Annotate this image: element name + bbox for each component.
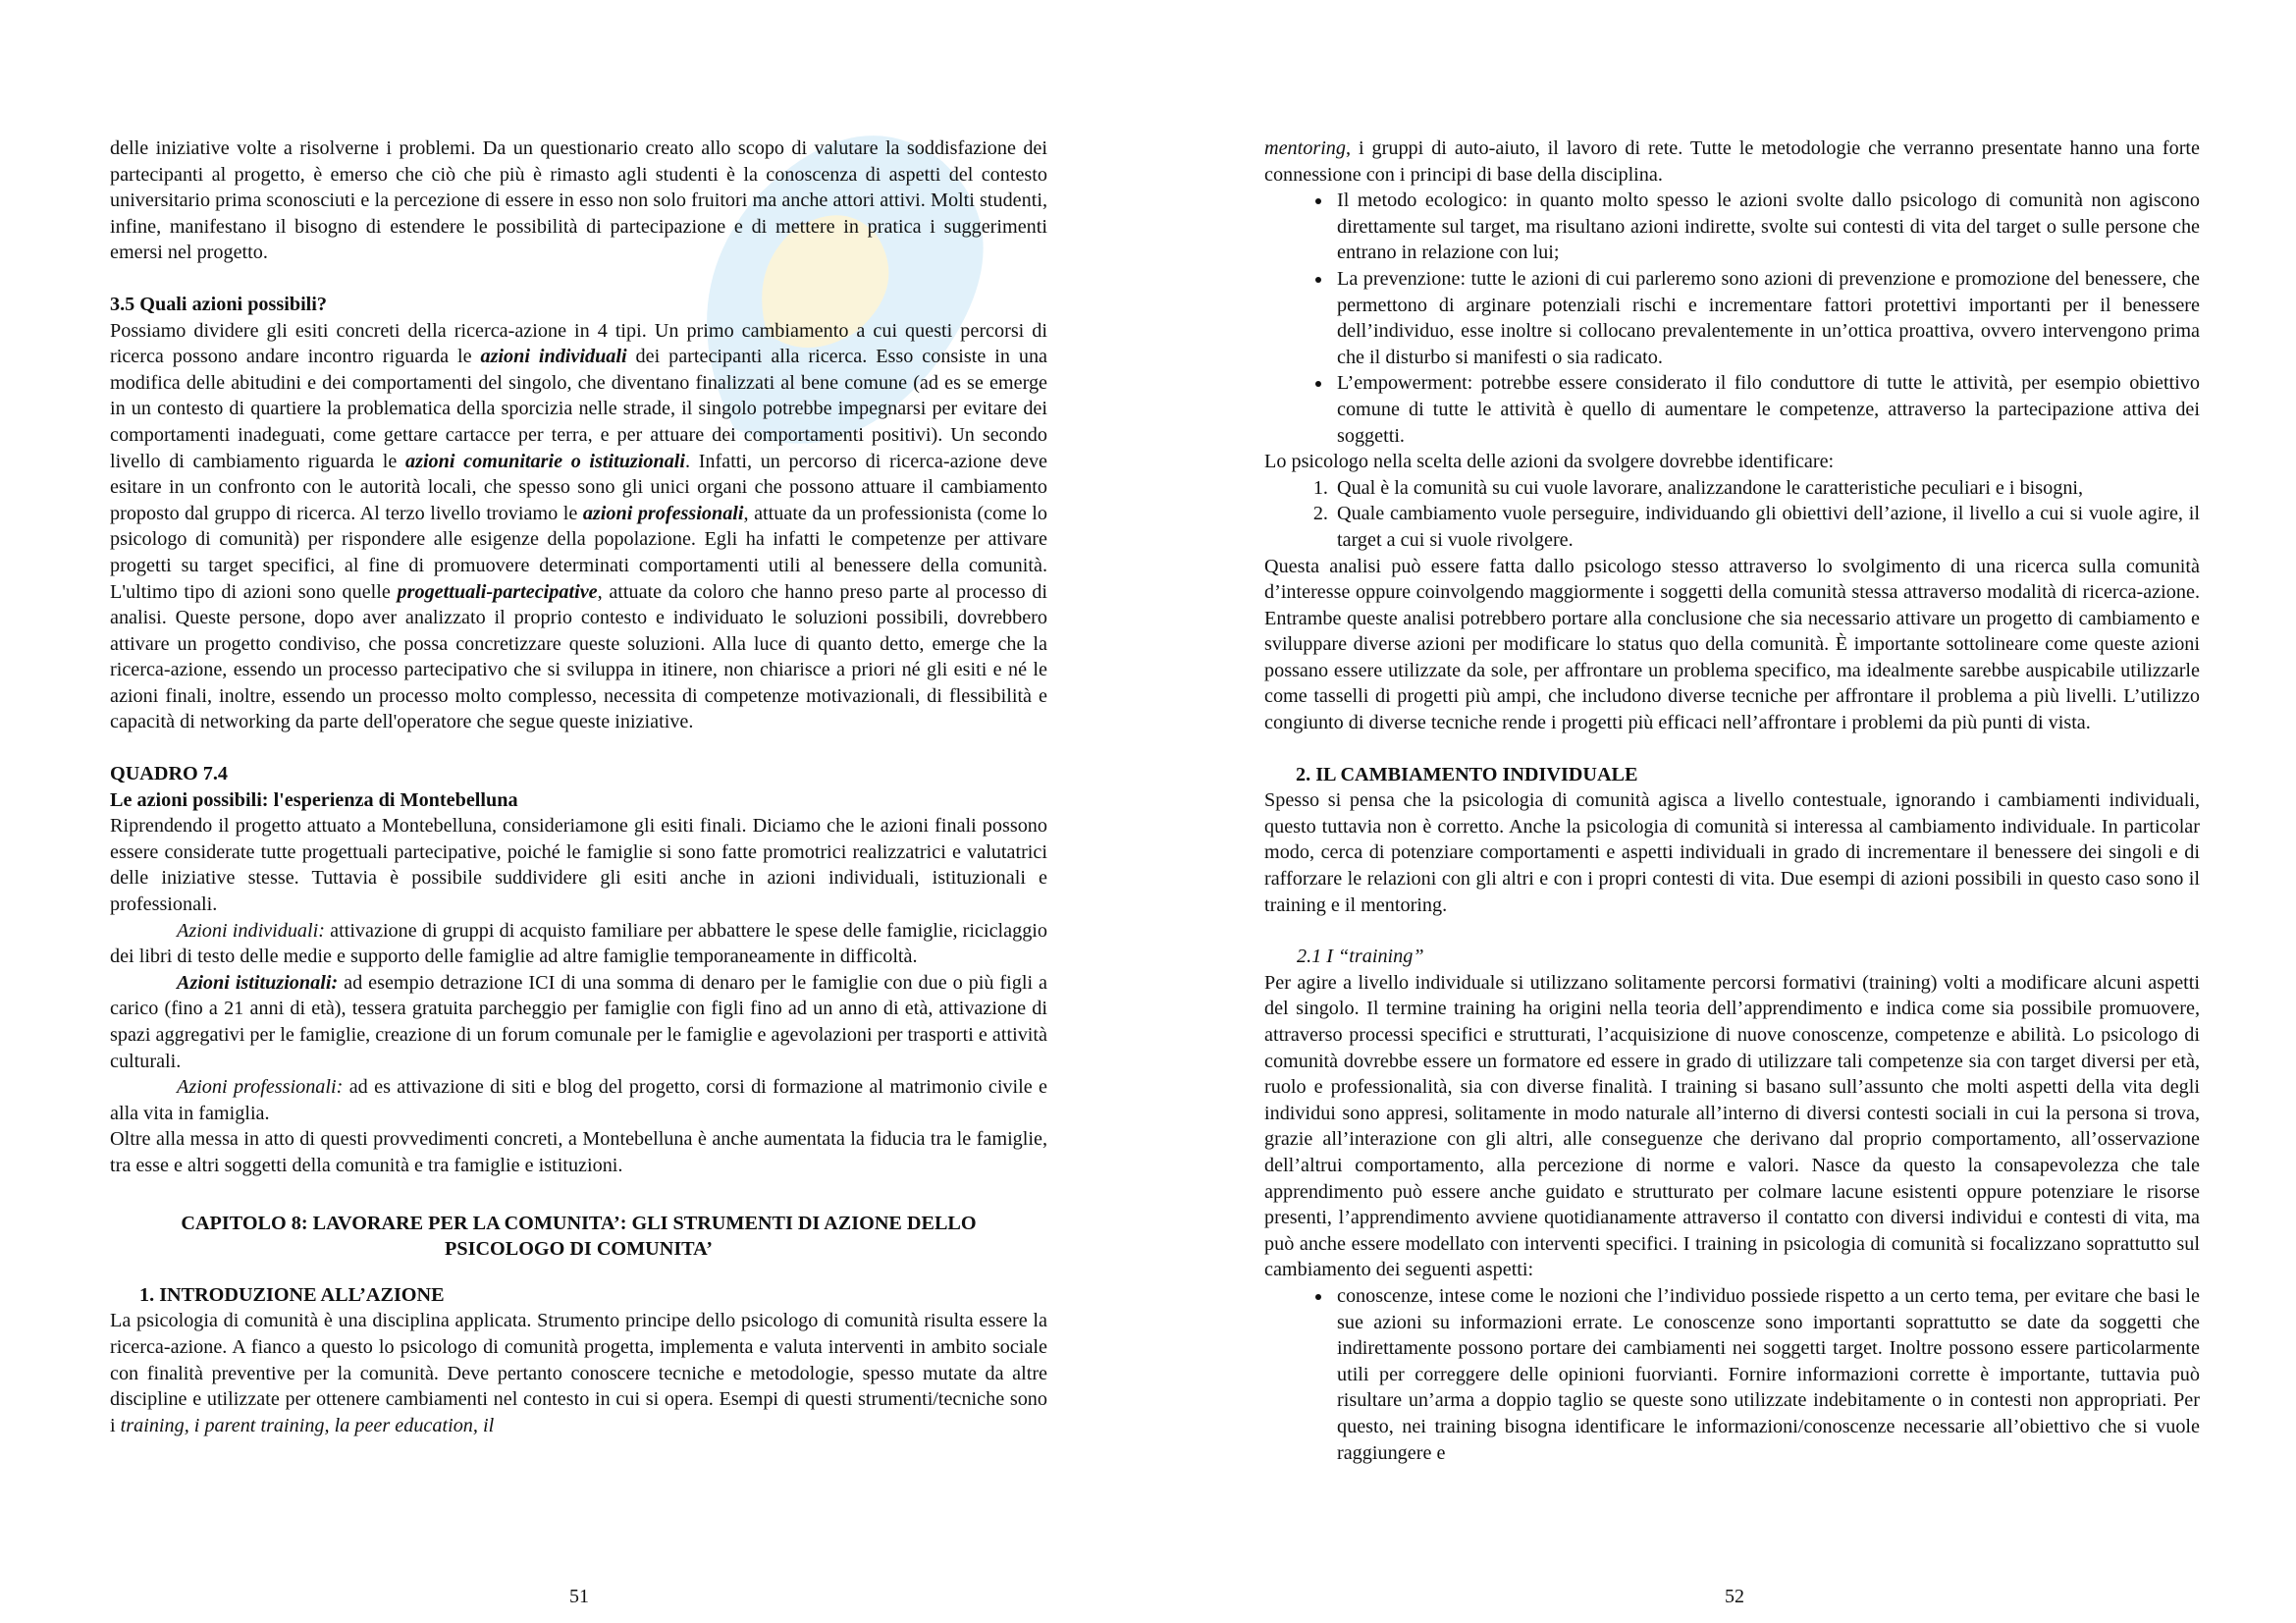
box-title: QUADRO 7.4: [110, 763, 229, 785]
list-item: • La prevenzione: tutte le azioni di cui parleremo sono azioni di prevenzione e promozione del benessere, che permettono di arginare potenziali rischi e incrementare fattori protettivi importanti per il benessere dell’individuo, esse inoltre si collocano prevalentemente in un’ottica proattiva, ovvero intervengono prima che il disturbo si manifesti o sia radicato.: [1333, 266, 2200, 370]
list-item: 1. Qual è la comunità su cui vuole lavorare, analizzandone le caratteristiche peculiari e i bisogni,: [1333, 475, 2200, 502]
paragraph-analysis: Questa analisi può essere fatta dallo psicologo stesso attraverso lo svolgimento di una ricerca sulla comunità d’interesse oppure coinvolgendo maggiormente i soggetti della comunità stessa attraverso modalità di ricerca-azione. Entrambe queste analisi potrebbero portare alla conclusione che sia necessario attivare un progetto di cambiamento e sviluppare diverse azioni per modificare lo status quo della comunità. È importante sottolineare come queste azioni possano essere utilizzate da sole, per affrontare un problema specifico, ma idealmente sarebbe auspicabile utilizzarle come tasselli di progetti più ampi, che includono diverse tecniche per affrontare il problema a più livelli. L’utilizzo congiunto di diverse tecniche rende i progetti più efficaci nell’affrontare i problemi da più punti di vista.: [1264, 555, 2200, 734]
page-number-left: 51: [569, 1586, 589, 1607]
list-item: 2. Quale cambiamento vuole perseguire, individuando gli obiettivi dell’azione, il livello a cui si vuole agire, il target a cui si vuole rivolgere.: [1333, 501, 2200, 553]
section-heading-intro: 1. INTRODUZIONE ALL’AZIONE: [139, 1283, 445, 1306]
paragraph-intro: delle iniziative volte a risolverne i problemi. Da un questionario creato allo scopo di valutare la soddisfazione dei partecipanti al progetto, è emerso che ciò che più è rimasto agli studenti è la conoscenza di aspetti del contesto universitario prima sconosciuti e la percezione di essere in esso non solo fruitori ma anche attori attivi. Molti studenti, infine, manifestano il bisogno di estendere le possibilità di partecipazione e di mettere in pratica i suggerimenti emersi nel progetto.: [110, 137, 1047, 264]
page-number-right: 52: [1725, 1586, 1744, 1607]
paragraph-choice: Lo psicologo nella scelta delle azioni da svolgere dovrebbe identificare:: [1264, 451, 1835, 473]
paragraph-training: Per agire a livello individuale si utilizzano solitamente percorsi formativi (training) volti a modificare alcuni aspetti del singolo. Il termine training ha origini nella teoria dell’apprendimento e indica come sia possibile promuovere, attraverso processi specifici e strutturati, l’acquisizione di nuove conoscenze, competenze e abilità. Lo psicologo di comunità dovrebbe essere un formatore ed essere in grado di utilizzare tali competenze sia con target diversi per età, ruolo e professionalità, sia con diverse finalità. I training si basano sull’assunto che molti aspetti della vita degli individui sono appresi, solitamente in modo naturale all’interno di diversi contesti sociali in cui la persona si trova, grazie all’interazione con gli altri, alle conseguenze che derivano dal proprio comportamento, all’osservazione dell’altrui comportamento, alla percezione di norme e valori. Nasce da questo la consapevolezza che tale apprendimento può essere anche guidato e strutturato per colmare lacune esistenti oppure potenziare le risorse presenti, l’apprendimento avviene quotidianamente attraverso il contatto con diversi individui e contesti di vita, ma può anche essere modellato con interventi specifici. I training in psicologia di comunità si focalizzano soprattutto sul cambiamento dei seguenti aspetti:: [1264, 971, 2200, 1281]
box-institutional-actions: Azioni istituzionali: ad esempio detrazione ICI di una somma di denaro per le famiglie con due o più figli a carico (fino a 21 anni di età), tessera gratuita parcheggio per famiglie con figli fino ad un anno di età, attivazione di spazi aggregativi per le famiglie, creazione di un forum comunale per le famiglie e agevolazioni per trasporti e attività culturali.: [110, 971, 1047, 1072]
chapter-title: CAPITOLO 8: LAVORARE PER LA COMUNITA’: GLI STRUMENTI DI AZIONE DELLO PSICOLOGO DI COMUNITA’: [181, 1212, 977, 1261]
paragraph-intro-action: La psicologia di comunità è una disciplina applicata. Strumento principe dello psicologo di comunità risulta essere la ricerca-azione. A fianco a questo lo psicologo di comunità progetta, implementa e valuta interventi in ambito sociale con finalità preventive per la comunità. Deve pertanto conoscere tecniche e metodologie, spesso mutate da altre discipline e utilizzate per ottenere cambiamenti nel contesto in cui si opera. Esempi di questi strumenti/tecniche sono i training, i parent training, la peer education, il: [110, 1310, 1047, 1436]
box-subtitle: Le azioni possibili: l'esperienza di Montebelluna: [110, 788, 518, 811]
list-item: • L’empowerment: potrebbe essere considerato il filo conduttore di tutte le attività, per esempio obiettivo comune di tutte le attività è quello di aumentare le competenze, attraverso la partecipazione attiva dei soggetti.: [1333, 370, 2200, 449]
section-heading-2: 2. IL CAMBIAMENTO INDIVIDUALE: [1296, 763, 1638, 785]
list-item: • conoscenze, intese come le nozioni che l’individuo possiede rispetto a un certo tema, per evitare che basi le sue azioni su informazioni errate. Le conoscenze sono importanti soprattutto se date da soggetti che indirettamente possono portare dei cambiamenti nei soggetti target. Inoltre possono essere particolarmente utili per correggere delle opinioni fuorvianti. Fornire informazioni corrette è importante, tuttavia può risultare un’arma a doppio taglio se queste sono utilizzate indebitamente o in contesti non appropriati. Per questo, nei training bisogna identificare le informazioni/conoscenze necessarie all’obiettivo che si vuole raggiungere e: [1333, 1283, 2200, 1466]
section-heading-3-5: 3.5 Quali azioni possibili?: [110, 293, 327, 315]
list-item: • Il metodo ecologico: in quanto molto spesso le azioni svolte dallo psicologo di comunità non agiscono direttamente sul target, ma risultano azioni indirette, svolte sui contesti di vita del target o sulle persone che entrano in relazione con lui;: [1333, 188, 2200, 266]
left-page: [110, 135, 1047, 1438]
criteria-list: [1264, 475, 2200, 554]
box-individual-actions: Azioni individuali: attivazione di gruppi di acquisto familiare per abbattere le spese delle famiglie, riciclaggio dei libri di testo delle medie e supporto delle famiglie ad altre famiglie temporaneamente in difficoltà.: [110, 919, 1047, 968]
subsection-heading-2-1: 2.1 I “training”: [1297, 946, 1424, 968]
principles-list: [1264, 188, 2200, 449]
box-paragraph: Riprendendo il progetto attuato a Montebelluna, consideriamone gli esiti finali. Diciamo che le azioni finali possono essere considerate tutte progettuali partecipative, poiché le famiglie si sono fatte promotrici realizzatrici e valutatrici delle iniziative stesse. Tuttavia è possibile suddividere gli esiti anche in azioni individuali, istituzionali e professionali.: [110, 815, 1047, 916]
training-aspects-list: [1264, 1283, 2200, 1466]
right-page: [1264, 135, 2200, 1466]
box-closing-paragraph: Oltre alla messa in atto di questi provvedimenti concreti, a Montebelluna è anche aumentata la fiducia tra le famiglie, tra esse e altri soggetti della comunità e tra famiglie e istituzioni.: [110, 1128, 1047, 1176]
paragraph-section-3-5: Possiamo dividere gli esiti concreti della ricerca-azione in 4 tipi. Un primo cambiamento a cui questi percorsi di ricerca possono andare incontro riguarda le azioni individuali dei partecipanti alla ricerca. Esso consiste in una modifica delle abitudini e dei comportamenti del singolo, che diventano finalizzati al bene comune (ad es se emerge in un contesto di quartiere la problematica della sporcizia nelle strade, il singolo potrebbe impegnarsi per evitare dei comportamenti inadeguati, come gettare cartacce per terra, e per attuare dei comportamenti positivi). Un secondo livello di cambiamento riguarda le azioni comunitarie o istituzionali. Infatti, un percorso di ricerca-azione deve esitare in un confronto con le autorità locali, che spesso sono gli unici organi che possono attuare il cambiamento proposto dal gruppo di ricerca. Al terzo livello troviamo le azioni professionali, attuate da un professionista (come lo psicologo di comunità) per rispondere alle esigenze della popolazione. Egli ha infatti le competenze per attivare progetti su target specifici, al fine di promuovere determinati comportamenti utili al benessere della comunità. L'ultimo tipo di azioni sono quelle progettuali-partecipative, attuate da coloro che hanno preso parte al processo di analisi. Queste persone, dopo aver analizzato il proprio contesto e individuato le soluzioni possibili, dovrebbero attivare un progetto condiviso, che possa concretizzare queste soluzioni. Alla luce di quanto detto, emerge che la ricerca-azione, essendo un processo partecipativo che si sviluppa in itinere, non chiarisce a priori né gli esiti e né le azioni finali, inoltre, essendo un processo molto complesso, necessita di competenze motivazionali, di flessibilità e capacità di networking da parte dell'operatore che segue queste iniziative.: [110, 319, 1048, 733]
paragraph-section-2: Spesso si pensa che la psicologia di comunità agisca a livello contestuale, ignorando i cambiamenti individuali, questo tuttavia non è corretto. Anche la psicologia di comunità si interessa al cambiamento individuale. In particolar modo, cerca di potenziare comportamenti e aspetti individuali in grado di incrementare il benessere dei singoli e di rafforzare le relazioni con gli altri e con i propri contesti di vita. Due esempi di azioni possibili in questo caso sono il training e il mentoring.: [1264, 789, 2200, 916]
box-professional-actions: Azioni professionali: ad es attivazione di siti e blog del progetto, corsi di formazione al matrimonio civile e alla vita in famiglia.: [110, 1076, 1048, 1124]
paragraph-continued: mentoring, i gruppi di auto-aiuto, il lavoro di rete. Tutte le metodologie che verranno presentate hanno una forte connessione con i principi di base della disciplina.: [1264, 137, 2200, 186]
